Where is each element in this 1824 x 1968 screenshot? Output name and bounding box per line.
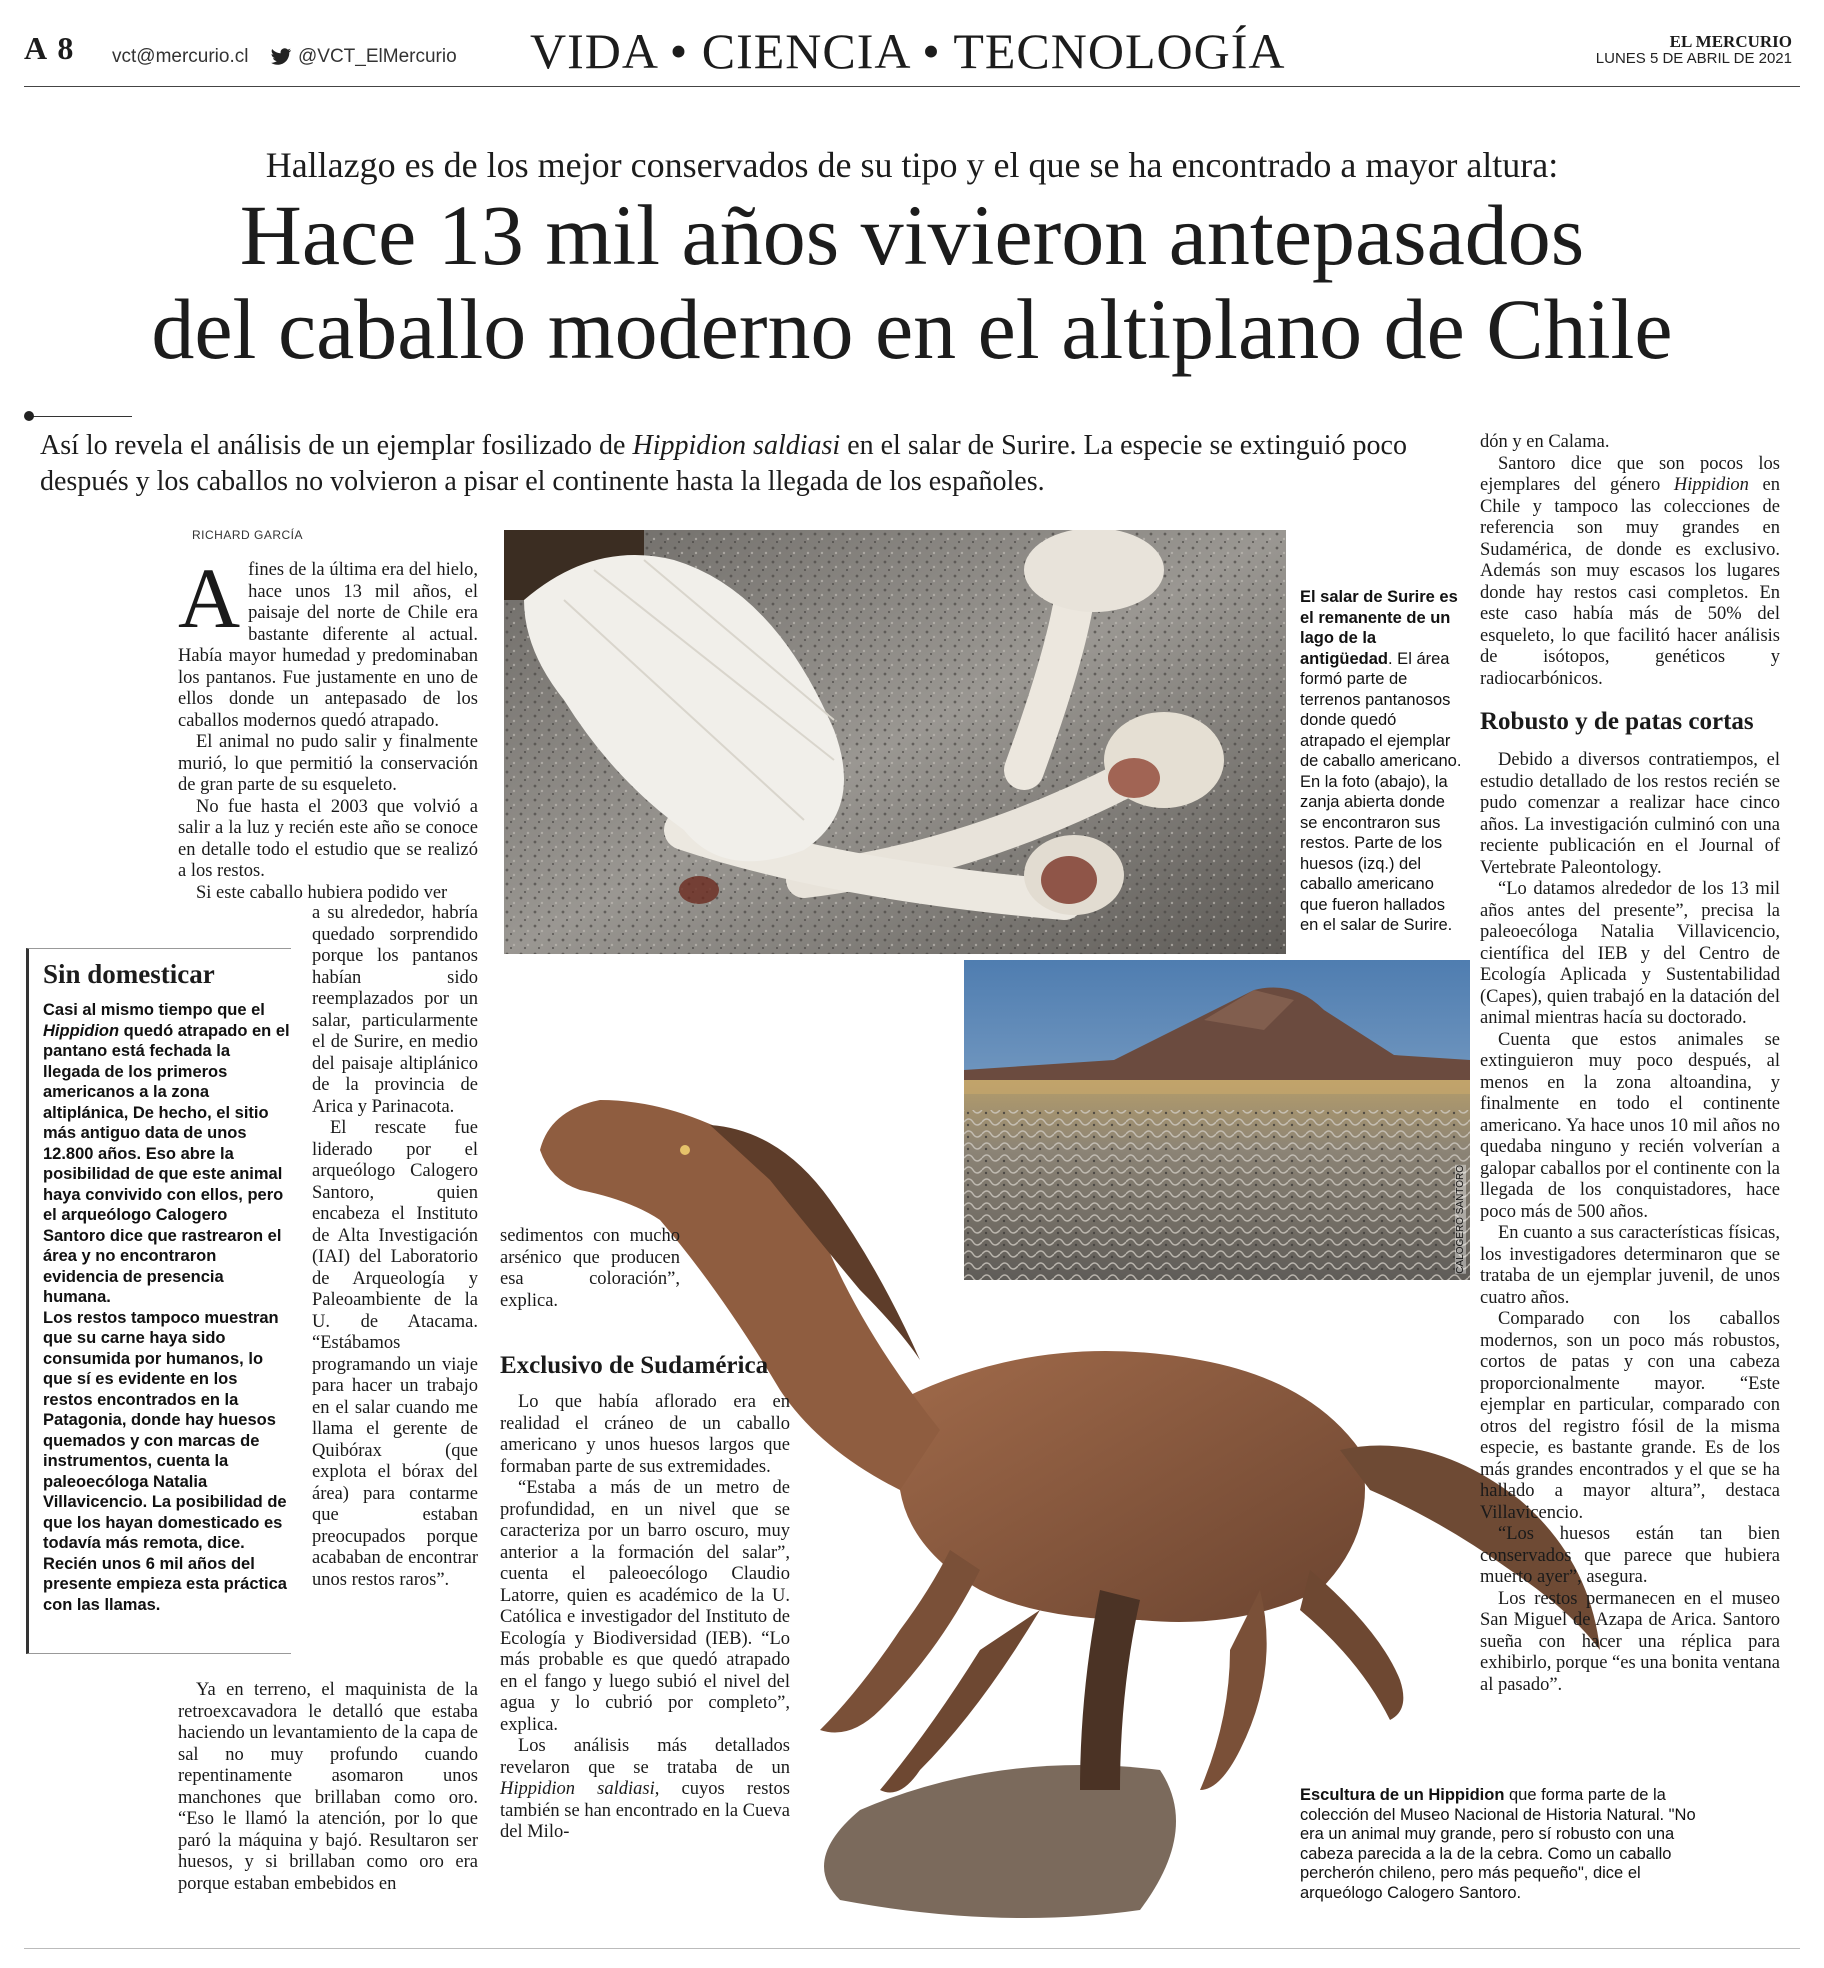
- footer-rule: [24, 1948, 1800, 1949]
- column-3: [500, 1352, 790, 1844]
- sculpture-caption-text: que forma parte de la colección del Museo Nacional de Historia Natural. "No era un animal muy grande, pero sí robusto con una cabeza parecida a la de la cebra. Como un caballo percherón chileno, pero más pequeño", dice el arqueólogo Calogero Santoro.: [1300, 1786, 1696, 1902]
- paragraph: [1480, 454, 1780, 691]
- bones-photo: [504, 530, 1286, 954]
- deck-text-2: en el salar de Surire. La especie se extinguió poco después y los caballos no volvieron a pisar el continente hasta la llegada de los españoles.: [40, 430, 1407, 497]
- paragraph: Lo que había aflorado era en realidad el cráneo de un caballo americano y unos huesos largos que formaban parte de sus extremidades.: [500, 1392, 790, 1477]
- page-number: A 8: [24, 30, 76, 66]
- bones-caption: [1300, 587, 1466, 936]
- deck-rule: [28, 416, 132, 417]
- newspaper-name: EL MERCURIO: [1669, 32, 1792, 51]
- column-2: [312, 903, 478, 1591]
- paragraph: dón y en Calama.: [1480, 432, 1610, 452]
- paragraph: En cuanto a sus características físicas, los investigadores determinaron que se trataba de un ejemplar juvenil, de unos cuatro años.: [1480, 1223, 1780, 1308]
- issue-date: LUNES 5 DE ABRIL DE 2021: [1595, 50, 1792, 67]
- paragraph: No fue hasta el 2003 que volvió a salir a la luz y recién este año se conoce en detalle todo el estudio que se realizó a los restos.: [178, 796, 478, 881]
- subhead-robusto: Robusto y de patas cortas: [1480, 708, 1754, 735]
- bones-photo-image: [504, 530, 1286, 954]
- deck: [40, 428, 1460, 500]
- headline: [40, 188, 1784, 376]
- sculpture-caption: [1300, 1786, 1700, 1903]
- paragraph-text: fines de la última era del hielo, hace unos 13 mil años, el paisaje del norte de Chile era bastante diferente al actual. Había mayor humedad y predominaban los pantanos. Fue justamente en uno de ellos donde un antepasado de los caballos modernos quedó atrapado.: [178, 560, 478, 731]
- twitter-handle[interactable]: [270, 46, 457, 68]
- section-title: VIDA • CIENCIA • TECNOLOGÍA: [530, 23, 1286, 79]
- paragraph: “Lo datamos alrededor de los 13 mil años antes del presente”, precisa la paleoecóloga Natalia Villavicencio, científica del IEB y del Centro de Ecología Aplicada y Sustentabilidad (Capes), quien trabajó en la datación del animal mientras hacía su doctorado.: [1480, 879, 1780, 1028]
- deck-text-1: Así lo revela el análisis de un ejemplar fosilizado de: [40, 430, 633, 461]
- sidebar-text-1: Casi al mismo tiempo que el: [43, 1001, 265, 1019]
- byline: RICHARD GARCÍA: [192, 528, 304, 542]
- sidebar-text-2: quedó atrapado en el pantano está fechada la llegada de los primeros americanos a la zona altiplánica, De hecho, el sitio más antiguo data de unos 12.800 años. Eso abre la posibilidad de que este animal haya convivido con ellos, pero el arqueólogo Calogero Santoro dice que rastrearon el área y no encontraron evidencia de presencia humana.: [43, 1021, 290, 1306]
- paragraph: [178, 550, 478, 732]
- sculpture-caption-lead: Escultura de un Hippidion: [1300, 1786, 1505, 1804]
- paragraph: Cuenta que estos animales se extinguieron muy poco después, al menos en la zona altoandina, y finalmente en todo el continente americano. Ya hace unos 10 mil años no quedaba ninguno y recién volverían a galopar caballos por el continente con la llegada de los conquistadores, hace poco más de 500 años.: [1480, 1029, 1780, 1222]
- paragraph: “Estaba a más de un metro de profundidad, en un nivel que se caracteriza por un barro oscuro, muy anterior a la formación del salar”, cuenta el paleoecólogo Claudio Latorre, quien es académico de la U. Católica e investigador del Instituto de Ecología y Biodiversidad (IEB). “Lo más probable es que quedó atrapado en el fango y luego subió el nivel del agua y lo cubrió por completo”, explica.: [500, 1478, 790, 1735]
- paragraph: Debido a diversos contratiempos, el estudio detallado de los restos recién se pudo comenzar a realizar hace cinco años. La investigación culminó con una reciente publicación en el Journal of Vertebrate Paleontology.: [1480, 750, 1780, 878]
- deck-species: Hippidion saldiasi: [632, 430, 841, 461]
- subhead-exclusivo: Exclusivo de Sudamérica: [500, 1352, 769, 1379]
- paragraph: sedimentos con mucho arsénico que producen esa coloración”, explica.: [500, 1226, 680, 1311]
- photo-credit: CALOGERO SANTORO: [1455, 1165, 1466, 1274]
- headline-line-1: Hace 13 mil años vivieron antepasados: [239, 187, 1585, 283]
- paragraph-text: , cuyos restos también se han encontrado en la Cueva del Milo-: [500, 1779, 790, 1842]
- paragraph: Ya en terreno, el maquinista de la retroexcavadora le detalló que estaba haciendo un levantamiento de la capa de sal no muy profundo cuando repentinamente asomaron unos manchones que brillaban como oro. “Eso le llamó la atención, por lo que paró la máquina y bajó. Resultaron ser huesos, y si brillaban como oro era porque estaban embebidos en: [178, 1680, 478, 1894]
- paragraph: Si este caballo hubiera podido ver: [196, 882, 448, 903]
- column-1-bottom: [178, 1680, 478, 1895]
- sidebar-genus: Hippidion: [43, 1021, 120, 1040]
- section-email[interactable]: vct@mercurio.cl: [112, 46, 249, 67]
- paragraph: [500, 1736, 790, 1844]
- column-1-top: [178, 550, 478, 904]
- sidebar-text-3: Los restos tampoco muestran que su carne haya sido consumida por humanos, lo que sí es evidente en los restos encontrados en la Patagonia, donde hay huesos quemados y con marcas de instrumentos, cuenta la paleoecóloga Natalia Villavicencio. La posibilidad de que los hayan domesticado es todavía más remota, dice. Recién unos 6 mil años del presente empieza esta práctica con las llamas.: [43, 1308, 287, 1614]
- paragraph: El animal no pudo salir y finalmente murió, lo que permitió la conservación de gran parte de su esqueleto.: [178, 732, 478, 795]
- headline-line-2: del caballo moderno en el altiplano de Chile: [151, 281, 1673, 377]
- species-name: Hippidion saldiasi: [500, 1779, 655, 1799]
- paragraph: a su alrededor, habría quedado sorprendido porque los pantanos habían sido reemplazados por un salar, particularmente el de Surire, en medio del paisaje altiplánico de la provincia de Arica y Parinacota.: [312, 903, 478, 1117]
- column-4: [1480, 432, 1780, 1696]
- paragraph: “Los huesos están tan bien conservados que parece que hubiera muerto ayer”, asegura.: [1480, 1524, 1780, 1587]
- paragraph: Comparado con los caballos modernos, son un poco más robustos, cortos de patas y con una cabeza proporcionalmente mayor. “Este ejemplar en particular, comparado con otros del registro fósil de la misma especie, es bastante grande. Es de los más grandes encontrados y el que se ha hallado a mayor altura”, destaca Villavicencio.: [1480, 1309, 1780, 1523]
- sidebar-title: Sin domesticar: [43, 959, 215, 989]
- genus-name: Hippidion: [1673, 475, 1749, 495]
- twitter-bird-icon: [270, 48, 292, 66]
- column-3-top: [500, 1226, 680, 1312]
- header-rule: [24, 86, 1800, 87]
- bones-caption-text: . El área formó parte de terrenos pantanosos donde quedó atrapado el ejemplar de caballo americano. En la foto (abajo), la zanja abierta donde se encontraron sus restos. Parte de los huesos (izq.) del caballo americano que fueron hallados en el salar de Surire.: [1300, 649, 1462, 934]
- dropcap: A: [178, 550, 241, 646]
- paragraph-text: en Chile y tampoco las colecciones de referencia son muy grandes en Sudamérica, de donde es exclusivo. Además son muy escasos los lugares donde hay restos casi completos. En este caso había más de 50% del esqueleto, lo que facilitó hacer análisis de isótopos, genéticos y radiocarbónicos.: [1480, 475, 1780, 689]
- paragraph: Los restos permanecen en el museo San Miguel de Azapa de Arica. Santoro sueña con hacer una réplica para exhibirlo, porque “es una bonita ventana al pasado”.: [1480, 1588, 1781, 1695]
- bones-caption-lead: El salar de Surire es el remanente de un lago de la antigüedad: [1300, 588, 1458, 668]
- kicker: Hallazgo es de los mejor conservados de su tipo y el que se ha encontrado a mayor altura:: [265, 145, 1559, 185]
- twitter-handle-text: @VCT_ElMercurio: [298, 46, 457, 67]
- paragraph-text: Santoro dice que son pocos los ejemplares del género: [1480, 453, 1780, 495]
- deck-bullet: [24, 411, 34, 421]
- paragraph-text: Los análisis más detallados revelaron que se trataba de un: [500, 1736, 790, 1778]
- paragraph: El rescate fue liderado por el arqueólogo Calogero Santoro, quien encabeza el Instituto de Alta Investigación (IAI) del Laboratorio de Arqueología y Paleoambiente de la U. de Atacama. “Estábamos programando un viaje para hacer un trabajo en el salar cuando me llama el gerente de Quibórax (que explota el bórax del área) para contarme que estaban preocupados porque acababan de encontrar unos restos raros”.: [312, 1118, 478, 1590]
- sidebar-box: [26, 948, 291, 1654]
- sidebar-text: [43, 1000, 291, 1615]
